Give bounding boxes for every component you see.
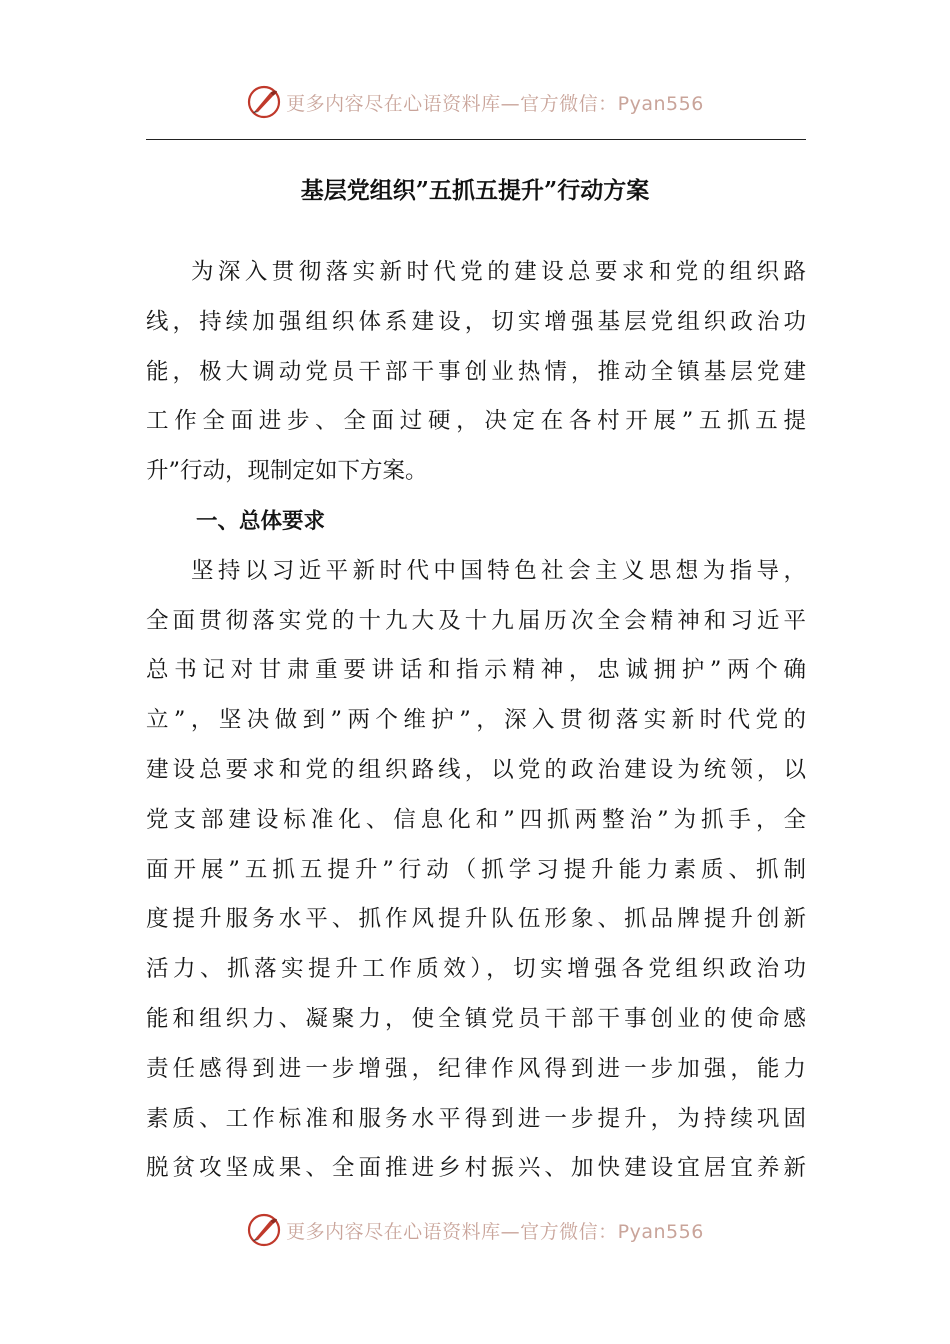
- text-line: 活力、抓落实提升工作质效），切实增强各党组织政治功: [146, 956, 806, 983]
- text-line: 度提升服务水平、抓作风提升队伍形象、抓品牌提升创新: [146, 906, 806, 933]
- document-body: [146, 248, 806, 1194]
- text-line: 能，极大调动党员干部干事创业热情，推动全镇基层党建: [146, 358, 806, 385]
- text-line: 责任感得到进一步增强，纪律作风得到进一步加强，能力: [146, 1055, 806, 1082]
- section-heading: 一、总体要求: [196, 508, 326, 534]
- header-divider: [146, 139, 806, 140]
- header-watermark: [0, 82, 950, 122]
- text-line: 总书记对甘肃重要讲话和指示精神，忠诚拥护”两个确: [146, 657, 806, 684]
- quill-logo-icon: [246, 1212, 282, 1248]
- text-line: 为深入贯彻落实新时代党的建设总要求和党的组织路: [191, 259, 806, 285]
- text-line: 脱贫攻坚成果、全面推进乡村振兴、加快建设宜居宜养新: [146, 1155, 806, 1182]
- text-line: 工作全面进步、全面过硬，决定在各村开展”五抓五提: [146, 408, 806, 435]
- text-line: 素质、工作标准和服务水平得到进一步提升，为持续巩固: [146, 1105, 806, 1132]
- text-line: 党支部建设标准化、信息化和”四抓两整治”为抓手，全: [146, 806, 806, 833]
- text-line: 立”，坚决做到”两个维护”，深入贯彻落实新时代党的: [146, 707, 806, 734]
- text-line: 坚持以习近平新时代中国特色社会主义思想为指导，: [191, 557, 806, 584]
- text-line: 升”行动，现制定如下方案。: [146, 458, 428, 485]
- footer-watermark: [0, 1210, 950, 1250]
- watermark-text: 更多内容尽在心语资料库—官方微信：Pyan556: [286, 1220, 704, 1243]
- text-line: 全面贯彻落实党的十九大及十九届历次全会精神和习近平: [146, 607, 806, 634]
- text-line: 能和组织力、凝聚力，使全镇党员干部干事创业的使命感: [146, 1005, 806, 1032]
- text-line: 建设总要求和党的组织路线，以党的政治建设为统领，以: [146, 756, 806, 783]
- quill-logo-icon: [246, 84, 282, 120]
- text-line: 线，持续加强组织体系建设，切实增强基层党组织政治功: [146, 308, 806, 335]
- watermark-text: 更多内容尽在心语资料库—官方微信：Pyan556: [286, 92, 704, 115]
- document-title: 基层党组织”五抓五提升”行动方案: [300, 177, 650, 204]
- text-line: 面开展”五抓五提升”行动（抓学习提升能力素质、抓制: [146, 856, 806, 883]
